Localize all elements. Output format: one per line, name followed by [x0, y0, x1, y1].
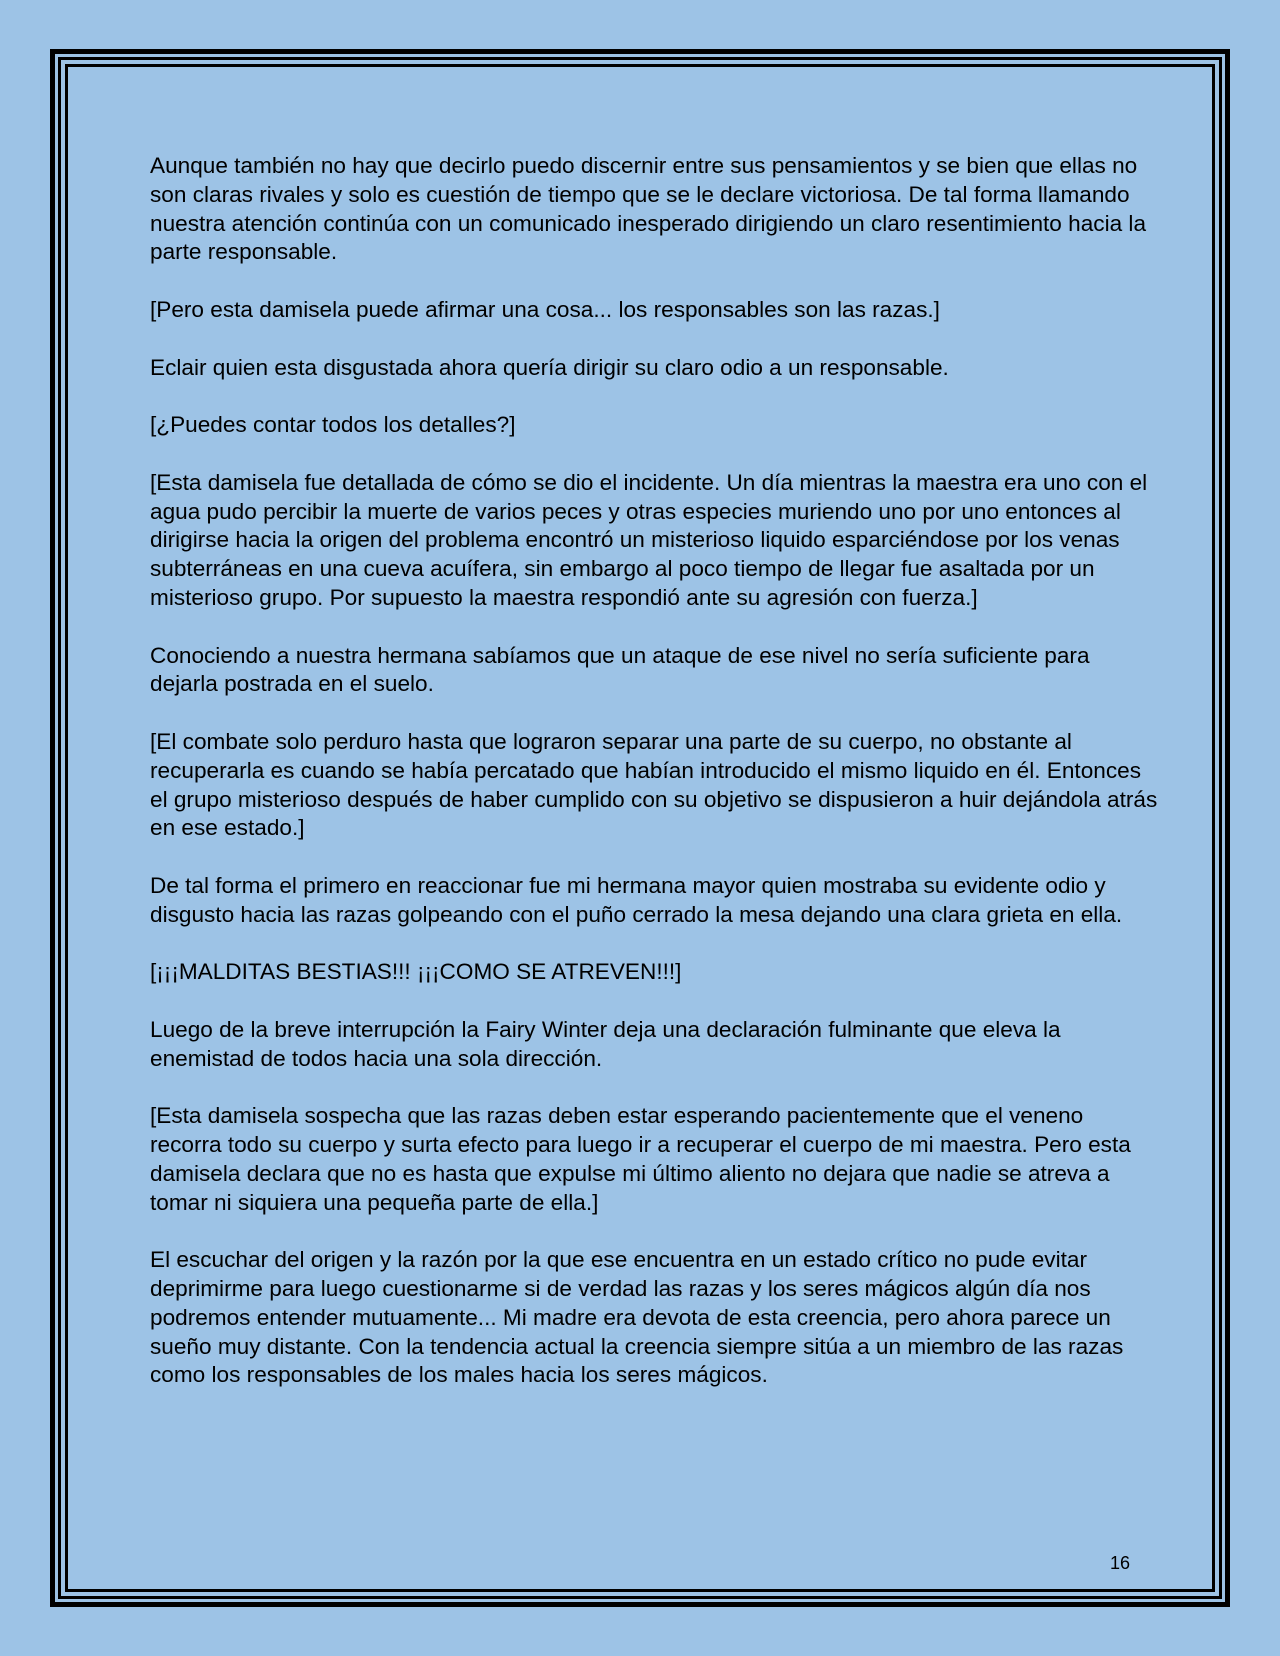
paragraph: Eclair quien esta disgustada ahora quería dirigir su claro odio a un responsable.	[150, 354, 949, 380]
paragraph: [¿Puedes contar todos los detalles?]	[150, 412, 516, 438]
paragraph: [El combate solo perduro hasta que lograron separar una parte de su cuerpo, no obstante al recuperarla es cuando se había percatado que habían introducido el mismo liquido en él. Entonces el grupo misterioso después de haber cumplido con su objetivo se dispusieron a huir dejándola atrás en ese estado.]	[150, 728, 1158, 841]
paragraph: [Esta damisela fue detallada de cómo se dio el incidente. Un día mientras la maestra era uno con el agua pudo percibir la muerte de varios peces y otras especies muriendo uno por uno entonces al dirigirse hacia la origen del problema encontró un misterioso liquido esparciéndose por los venas subterráneas en una cueva acuífera, sin embargo al poco tiempo de llegar fue asaltada por un misterioso grupo. Por supuesto la maestra respondió ante su agresión con fuerza.]	[150, 469, 1148, 610]
paragraph: Luego de la breve interrupción la Fairy Winter deja una declaración fulminante que eleva la enemistad de todos hacia una sola dirección.	[150, 1016, 1061, 1071]
paragraph: Aunque también no hay que decirlo puedo discernir entre sus pensamientos y se bien que ellas no son claras rivales y solo es cuestión de tiempo que se le declare victoriosa. De tal forma llamando nuestra atención continúa con un comunicado inesperado dirigiendo un claro resentimiento hacia la parte responsable.	[150, 153, 1147, 265]
paragraph: De tal forma el primero en reaccionar fue mi hermana mayor quien mostraba su evidente odio y disgusto hacia las razas golpeando con el puño cerrado la mesa dejando una clara grieta en ella.	[150, 872, 1123, 927]
paragraph: El escuchar del origen y la razón por la que ese encuentra en un estado crítico no pude evitar deprimirme para luego cuestionarme si de verdad las razas y los seres mágicos algún día nos podremos entender mutuamente... Mi madre era devota de esta creencia, pero ahora parece un sueño muy distante. Con la tendencia actual la creencia siempre sitúa a un miembro de las razas como los responsables de los males hacia los seres mágicos.	[150, 1247, 1124, 1388]
page-content	[150, 152, 1160, 1419]
paragraph: [¡¡¡MALDITAS BESTIAS!!! ¡¡¡COMO SE ATREVEN!!!]	[150, 959, 682, 985]
page-number: 16	[1109, 1553, 1130, 1573]
paragraph: Conociendo a nuestra hermana sabíamos que un ataque de ese nivel no sería suficiente para dejarla postrada en el suelo.	[150, 642, 1090, 697]
page	[70, 69, 1210, 1587]
paragraph: [Esta damisela sospecha que las razas deben estar esperando pacientemente que el veneno recorra todo su cuerpo y surta efecto para luego ir a recuperar el cuerpo de mi maestra. Pero esta damisela declara que no es hasta que expulse mi último aliento no dejara que nadie se atreva a tomar ni siquiera una pequeña parte de ella.]	[150, 1103, 1131, 1215]
paragraph: [Pero esta damisela puede afirmar una cosa... los responsables son las razas.]	[150, 296, 940, 322]
